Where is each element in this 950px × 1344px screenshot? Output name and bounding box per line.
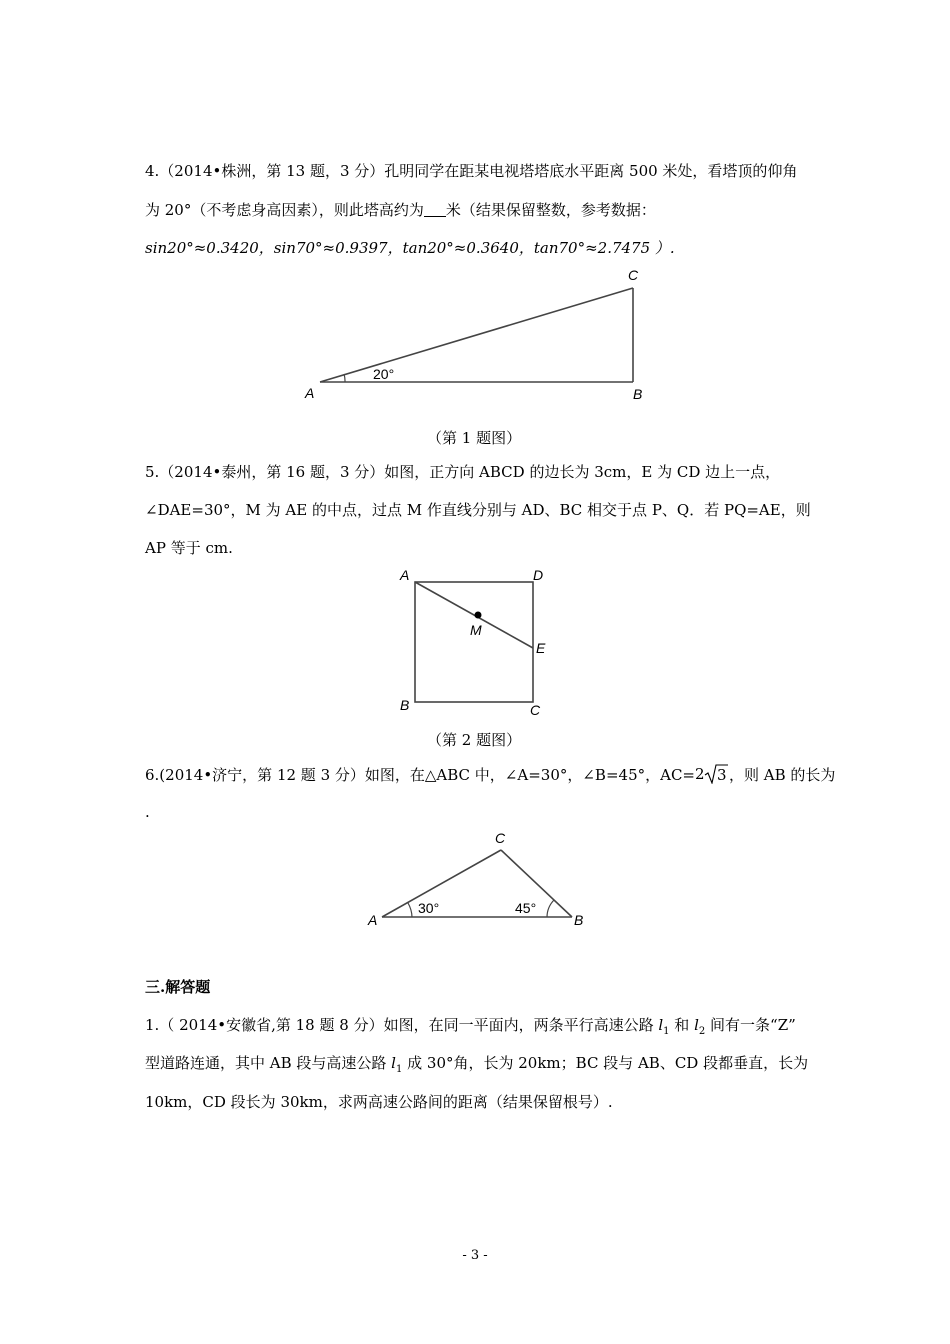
section-title: 三.解答题 — [145, 978, 211, 996]
q4-line1: 4.（2014•株洲，第 13 题，3 分）孔明同学在距某电视塔塔底水平距离 500 米处，看塔顶的仰角 — [145, 162, 798, 180]
s3-line2-a: 型道路连通，其中 AB 段与高速公路 — [145, 1054, 392, 1072]
q5-label-d: D — [533, 567, 544, 583]
s3-l1: l — [658, 1016, 664, 1034]
s3-line2 — [145, 1053, 808, 1080]
page-number: - 3 - — [462, 1248, 488, 1263]
q5-label-b: B — [400, 697, 410, 713]
q6-label-b: B — [574, 912, 584, 928]
q4-side-ac — [320, 288, 633, 382]
q6-label-a: A — [368, 912, 378, 928]
q4-figure — [295, 260, 655, 410]
q4-line2-b: 米（结果保留整数，参考数据： — [445, 201, 656, 219]
s3-line1 — [145, 1015, 796, 1042]
q6-angle-a-label: 30° — [418, 900, 440, 916]
q5-label-c: C — [530, 702, 541, 718]
q5-caption: （第 2 题图） — [427, 731, 522, 749]
s3-line3: 10km，CD 段长为 30km，求两高速公路间的距离（结果保留根号）. — [145, 1093, 613, 1111]
q4-angle-arc — [344, 374, 345, 382]
q5-square — [415, 582, 533, 702]
q6-side-ac — [382, 850, 501, 917]
q6-line1 — [145, 762, 835, 785]
q4-label-b: B — [633, 386, 643, 402]
s3-line2-b: 成 30°角，长为 20km；BC 段与 AB、CD 段都垂直，长为 — [402, 1054, 809, 1072]
q6-radical — [695, 762, 729, 784]
s3-l1-b: l — [391, 1054, 396, 1072]
q5-line2: ∠DAE=30°，M 为 AE 的中点，过点 M 作直线分别与 AD、BC 相交于点 P、Q．若 PQ=AE，则 — [145, 501, 811, 519]
q4-line2-a: 为 20°（不考虑身高因素），则此塔高约为 — [145, 201, 424, 219]
q6-line2: . — [145, 803, 150, 821]
q4-caption: （第 1 题图） — [427, 429, 522, 447]
q5-segment-ae — [415, 582, 533, 648]
s3-l1-sub: 1 — [663, 1026, 670, 1037]
q5-point-m — [475, 612, 482, 619]
q5-label-e: E — [536, 640, 546, 656]
q5-label-m: M — [470, 622, 482, 638]
q4-angle-label: 20° — [373, 366, 395, 382]
q6-angle-b-label: 45° — [515, 900, 537, 916]
q5-figure — [390, 562, 560, 722]
q5-line1: 5.（2014•泰州，第 16 题，3 分）如图，正方向 ABCD 的边长为 3cm，E 为 CD 边上一点， — [145, 463, 781, 481]
q6-radical-argument: 3 — [717, 766, 727, 784]
q6-angle-arc-a — [408, 903, 412, 917]
q4-line2 — [145, 200, 656, 220]
q6-side-bc — [501, 850, 572, 917]
q4-label-a: A — [305, 385, 315, 401]
s3-l2: l — [694, 1016, 699, 1034]
q5-label-a: A — [400, 567, 410, 583]
q6-label-c: C — [495, 830, 506, 846]
q4-label-c: C — [628, 267, 639, 283]
s3-line1-a: 1.（ 2014•安徽省,第 18 题 8 分）如图，在同一平面内，两条平行高速公路 — [145, 1016, 659, 1034]
q4-line3: sin20°≈0.3420，sin70°≈0.9397，tan20°≈0.3640，tan70°≈2.7475 ）. — [145, 239, 675, 257]
answer-blank — [424, 202, 446, 217]
q6-figure — [360, 825, 600, 935]
q6-radical-coefficient: 2 — [695, 765, 705, 783]
s3-l2-sub: 2 — [698, 1026, 706, 1037]
q6-angle-arc-b — [547, 900, 554, 917]
q6-line1-b: ，则 AB 的长为 — [729, 766, 836, 784]
s3-line1-mid: 和 — [669, 1016, 695, 1034]
q6-line1-a: 6.(2014•济宁，第 12 题 3 分）如图，在△ABC 中，∠A=30°，∠B=45°，AC= — [145, 766, 695, 784]
s3-line2-sub: 1 — [395, 1064, 403, 1075]
s3-line1-b: 间有一条“Z” — [705, 1016, 796, 1034]
q5-line3: AP 等于 cm. — [145, 539, 233, 557]
